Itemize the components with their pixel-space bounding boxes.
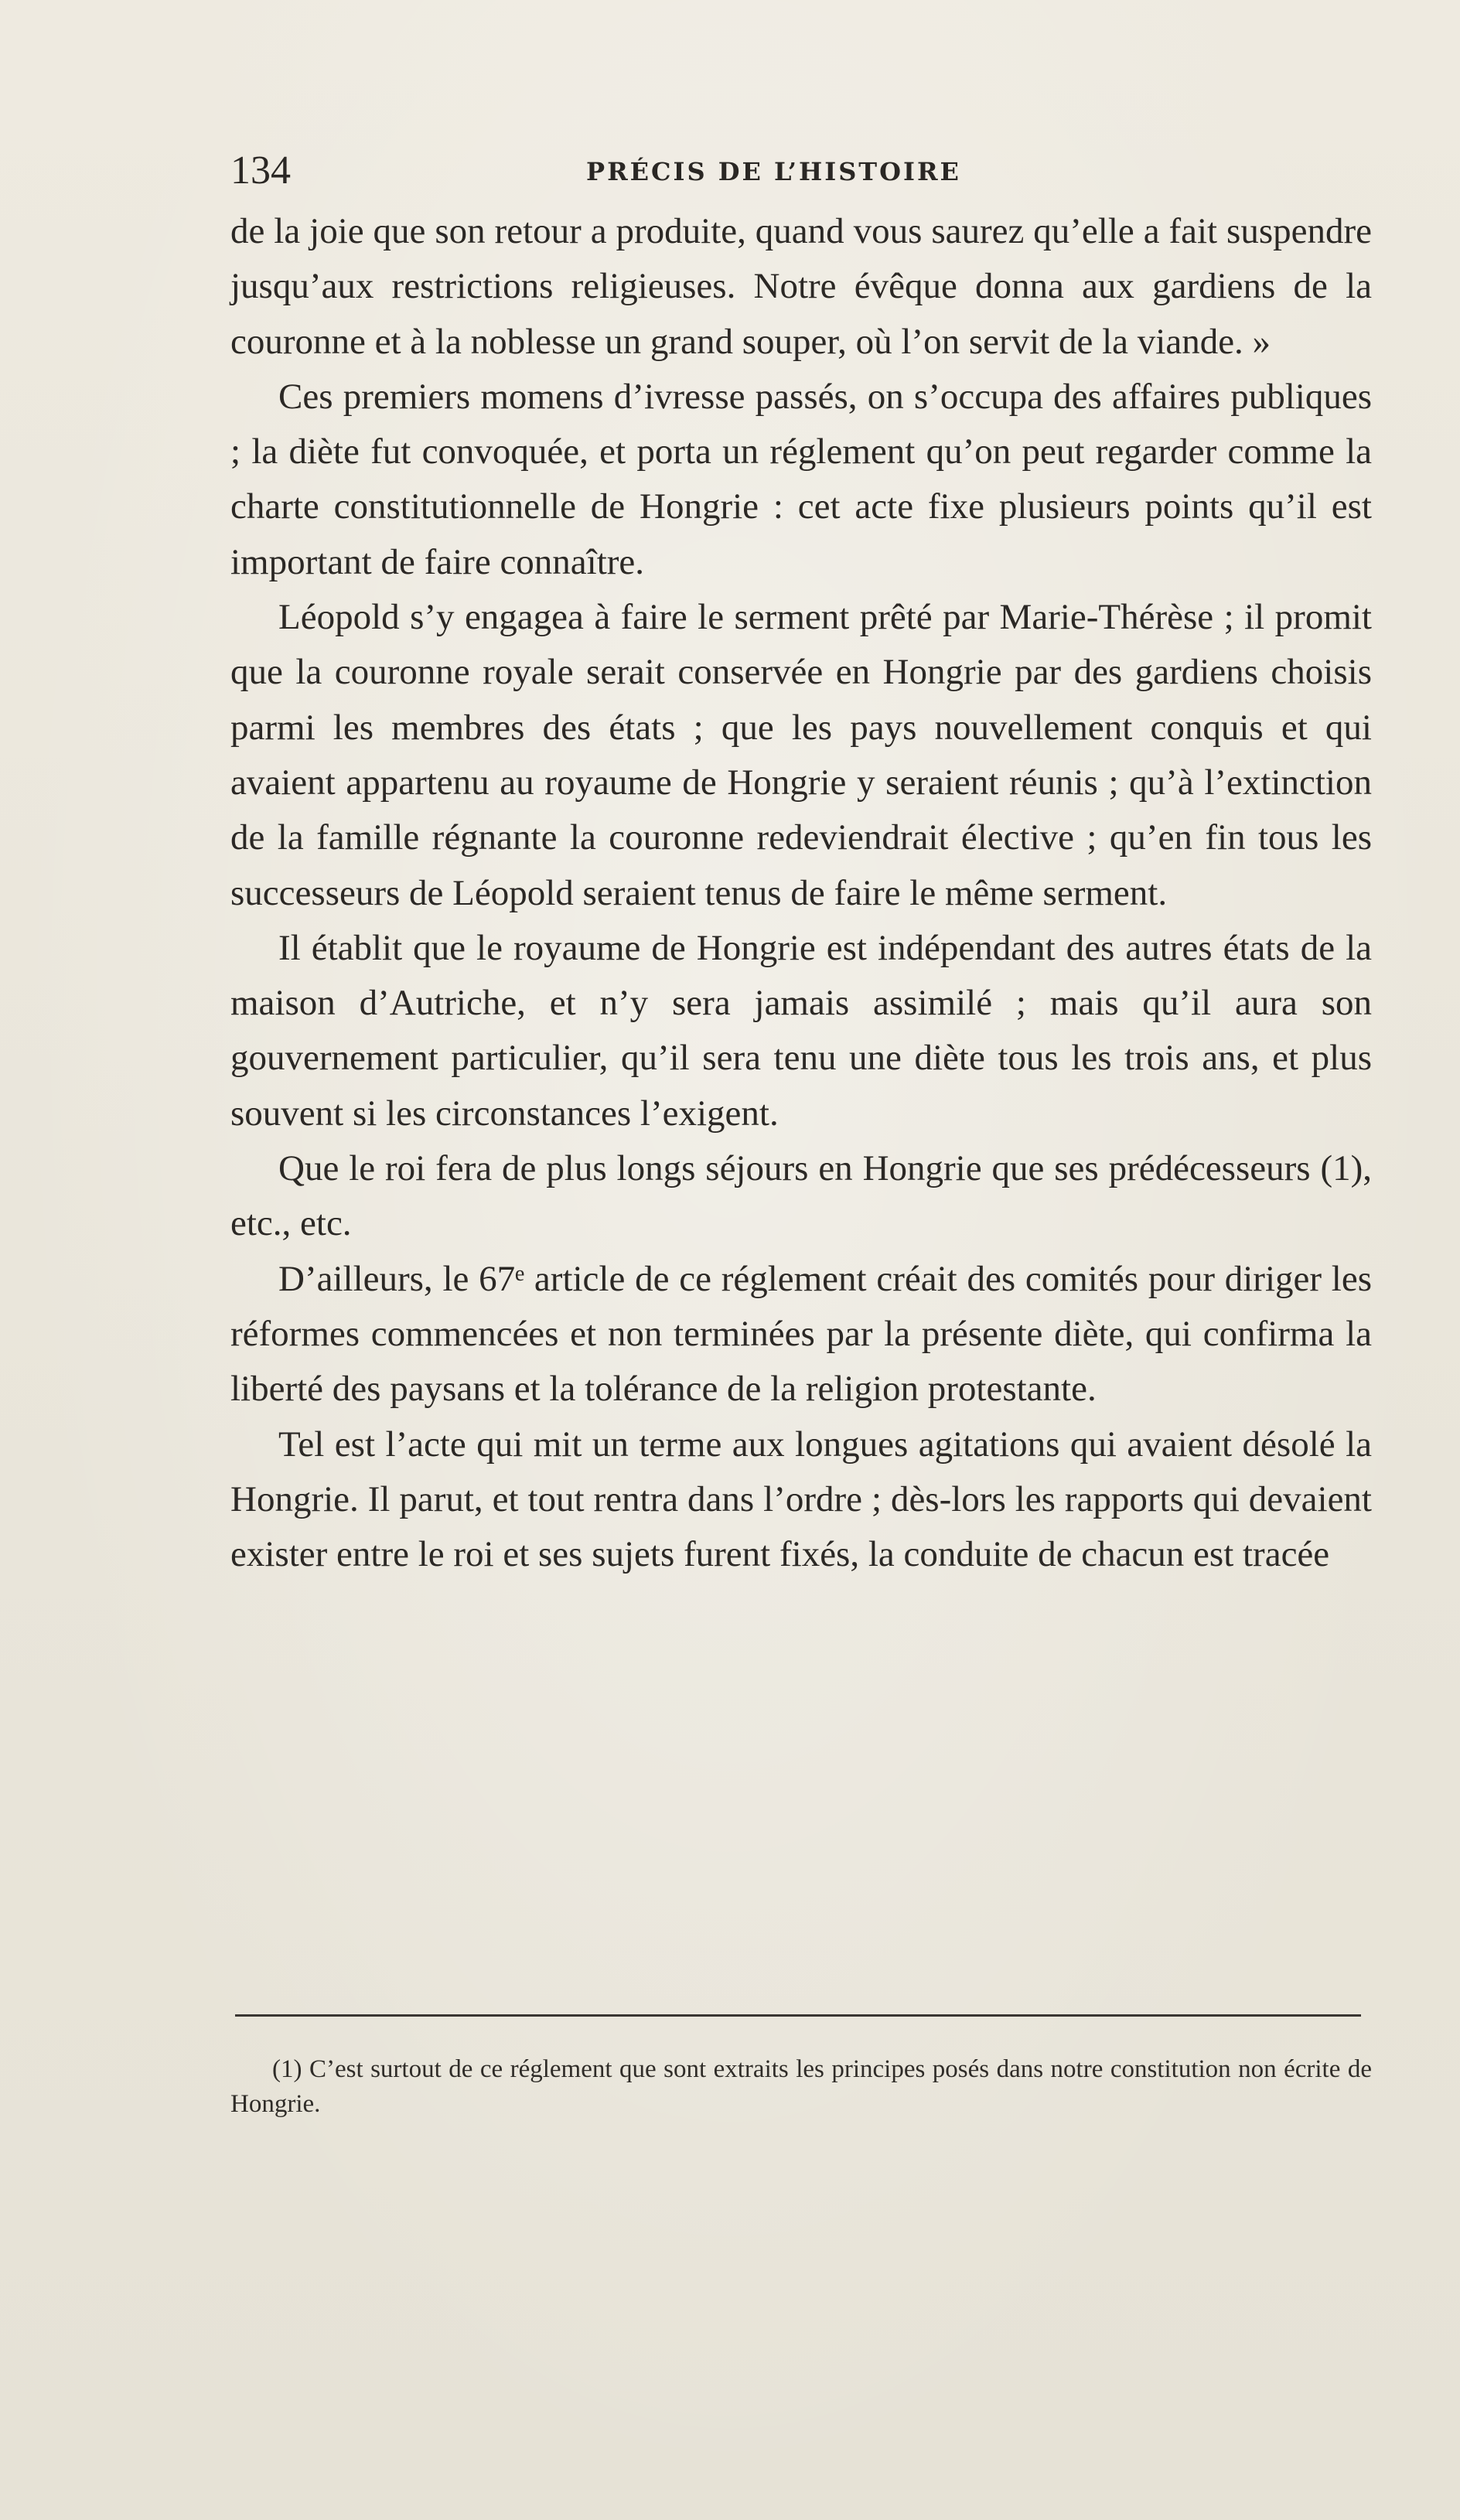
footnote: (1) C’est surtout de ce réglement que sont extraits les principes posés dans notre constitution non écrite de Hongrie.	[230, 2055, 1372, 2118]
paragraph-3: Léopold s’y engagea à faire le serment prêté par Marie-Thérèse ; il promit que la couronne royale serait conservée en Hongrie par des gardiens choisis parmi les membres des états ; que les pays nouvellement conquis et qui avaient appartenu au royaume de Hongrie y seraient réunis ; qu’à l’extinction de la famille régnante la couronne redeviendrait élective ; qu’en fin tous les successeurs de Léopold seraient tenus de faire le même serment.	[230, 597, 1372, 913]
paragraph-7: Tel est l’acte qui mit un terme aux longues agitations qui avaient désolé la Hongrie. Il parut, et tout rentra dans l’ordre ; dès-lors les rapports qui devaient exister entre le roi et ses sujets furent fixés, la conduite de chacun est tracée	[230, 1424, 1372, 1575]
running-title: PRÉCIS DE L’HISTOIRE	[586, 157, 961, 186]
paragraph-2: Ces premiers momens d’ivresse passés, on s’occupa des affaires publiques ; la diète fut convoquée, et porta un réglement qu’on peut regarder comme la charte constitutionnelle de Hongrie : cet acte fixe plusieurs points qu’il est important de faire connaître.	[230, 376, 1372, 582]
paragraph-6: D’ailleurs, le 67ᵉ article de ce réglement créait des comités pour diriger les réformes commencées et non terminées par la présente diète, qui confirma la liberté des paysans et la tolérance de la religion protestante.	[230, 1258, 1372, 1410]
paragraph-4: Il établit que le royaume de Hongrie est indépendant des autres états de la maison d’Autriche, et n’y sera jamais assimilé ; mais qu’il aura son gouvernement particulier, qu’il sera tenu une diète tous les trois ans, et plus souvent si les circonstances l’exigent.	[230, 927, 1372, 1134]
body-text	[230, 204, 1372, 1582]
page-number: 134	[230, 148, 291, 193]
footnote-rule	[235, 2014, 1361, 2017]
page-header	[230, 144, 1372, 198]
paragraph-1: de la joie que son retour a produite, quand vous saurez qu’elle a fait suspendre jusqu’aux restrictions religieuses. Notre évêque donna aux gardiens de la couronne et à la noblesse un grand souper, où l’on servit de la viande. »	[230, 211, 1372, 362]
paragraph-5: Que le roi fera de plus longs séjours en Hongrie que ses prédécesseurs (1), etc., etc.	[230, 1148, 1372, 1244]
